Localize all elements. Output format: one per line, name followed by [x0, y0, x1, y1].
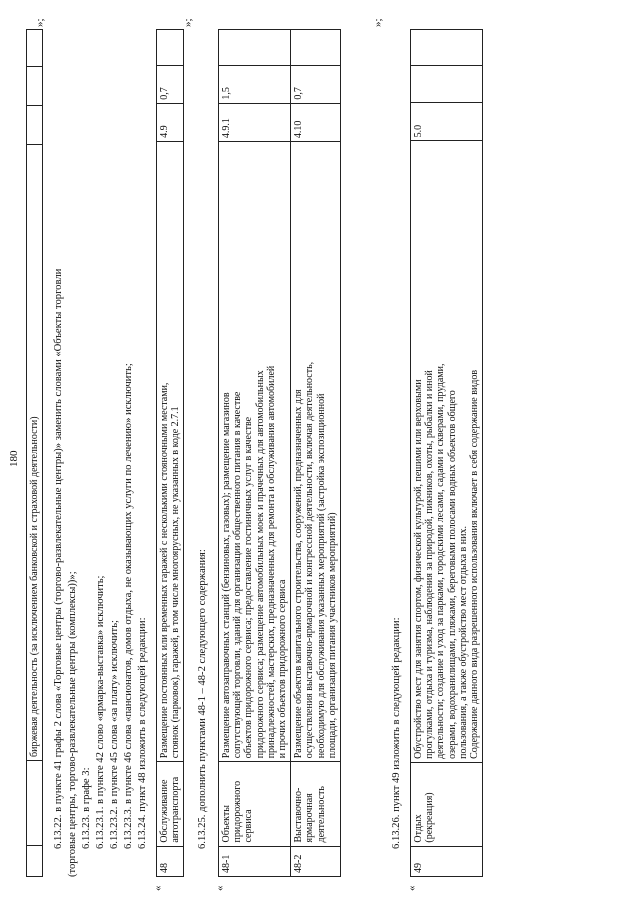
row-code: 4.9.1 — [219, 103, 291, 141]
paragraph-6-13-23-2: 6.13.23.2. в пункте 45 слова «за плату» исключить; — [109, 620, 120, 849]
row-name: Выставочно- ярмарочная деятельность — [291, 762, 341, 846]
table-row-48 — [156, 29, 184, 877]
opening-quote: « — [152, 885, 164, 891]
row-code: 4.9 — [157, 103, 184, 141]
closing-quote: »; — [34, 18, 46, 27]
row-value — [411, 65, 483, 103]
row-description: Размещение объектов капитального строительства, сооружений, предназначенных для осуществления выставочно-ярмарочной и конгрессной деятельности, включая деятельность, необходимую для обслуживания указанных мероприятий (застройка экспозиционной площади, организация питания участников мероприятий) — [291, 142, 341, 762]
paragraph-6-13-24: 6.13.24. пункт 48 изложить в следующей редакции: — [137, 617, 148, 849]
table-row — [27, 30, 43, 877]
row-value: 1,5 — [219, 65, 291, 103]
closing-quote: »; — [182, 18, 194, 27]
paragraph-6-13-23-1: 6.13.23.1. в пункте 42 слово «ярмарка-выставка» исключить; — [95, 575, 106, 849]
paragraph-6-13-26: 6.13.26. пункт 49 изложить в следующей редакции: — [391, 617, 402, 849]
table-row — [291, 30, 341, 877]
opening-quote: « — [406, 885, 418, 891]
table-row — [411, 30, 483, 877]
row-description: Размещение автозаправочных станций (бензиновых, газовых); размещение магазинов сопутствующей торговли, зданий для организации общественного питания в качестве объектов придорожного сервиса; предоставление гостиничных услуг в качестве придорожного сервиса; размещение автомобильных моек и прачечных для автомобильных принадлежностей, мастерских, предназначенных для ремонта и обслуживания автомобилей и прочих объектов придорожного сервиса — [219, 142, 291, 762]
top-table-fragment — [26, 29, 43, 877]
row-description: Обустройство мест для занятия спортом, физической культурой, пешими или верховыми прогулками, отдыха и туризма, наблюдения за природой, пикников, охоты, рыбалки и иной деятельности; создание и уход за парками, городскими лесами, садами и скверами, прудами, озерами, водохранилищами, пляжами, береговыми полосами водных объектов общего пользования, а также обустройство мест отдыха в них. Содержание данного вида разрешенного использования включает в себя содержание видов — [411, 141, 483, 763]
paragraph-6-13-22: 6.13.22. в пункте 41 графы 2 слова «Торговые центры (торгово-развлекательные центры)» заменить словами «Объекты торговли — [53, 268, 64, 849]
row-code: 5.0 — [411, 103, 483, 141]
table-cell: биржевая деятельность (за исключением банковской и страховой деятельности) — [27, 145, 43, 761]
paragraph-6-13-25: 6.13.25. дополнить пунктами 48-1 – 48-2 следующего содержания: — [197, 549, 208, 849]
row-value: 0,7 — [291, 65, 341, 103]
closing-quote: »; — [372, 18, 384, 27]
row-number: 48-1 — [219, 846, 291, 876]
table-row — [219, 30, 291, 877]
paragraph-6-13-23-3: 6.13.23.3. в пункте 46 слова «пансионатов, домов отдыха, не оказывающих услуги по лечению» исключить; — [123, 363, 134, 849]
page-number: 180 — [8, 450, 20, 467]
row-name: Объекты придорожного сервиса — [219, 762, 291, 846]
paragraph-6-13-22-cont: (торговые центры, торгово-развлекательные центры (комплексы))»; — [67, 571, 78, 877]
table-row — [157, 30, 184, 877]
row-number: 48 — [157, 846, 184, 876]
opening-quote: « — [214, 885, 226, 891]
row-name: Отдых (рекреация) — [411, 762, 483, 846]
row-code: 4.10 — [291, 103, 341, 141]
row-name: Обслуживание автотранспорта — [157, 762, 184, 846]
row-number: 49 — [411, 846, 483, 876]
row-number: 48-2 — [291, 846, 341, 876]
table-rows-48-1-48-2 — [218, 29, 341, 877]
table-row-49 — [410, 29, 483, 877]
row-description: Размещение постоянных или временных гаражей с несколькими стояночными местами, стоянок (парковок), гаражей, в том числе многоярусных, не указанных в коде 2.7.1 — [157, 141, 184, 761]
row-value: 0,7 — [157, 65, 184, 103]
paragraph-6-13-23: 6.13.23. в графе 3: — [81, 767, 92, 849]
